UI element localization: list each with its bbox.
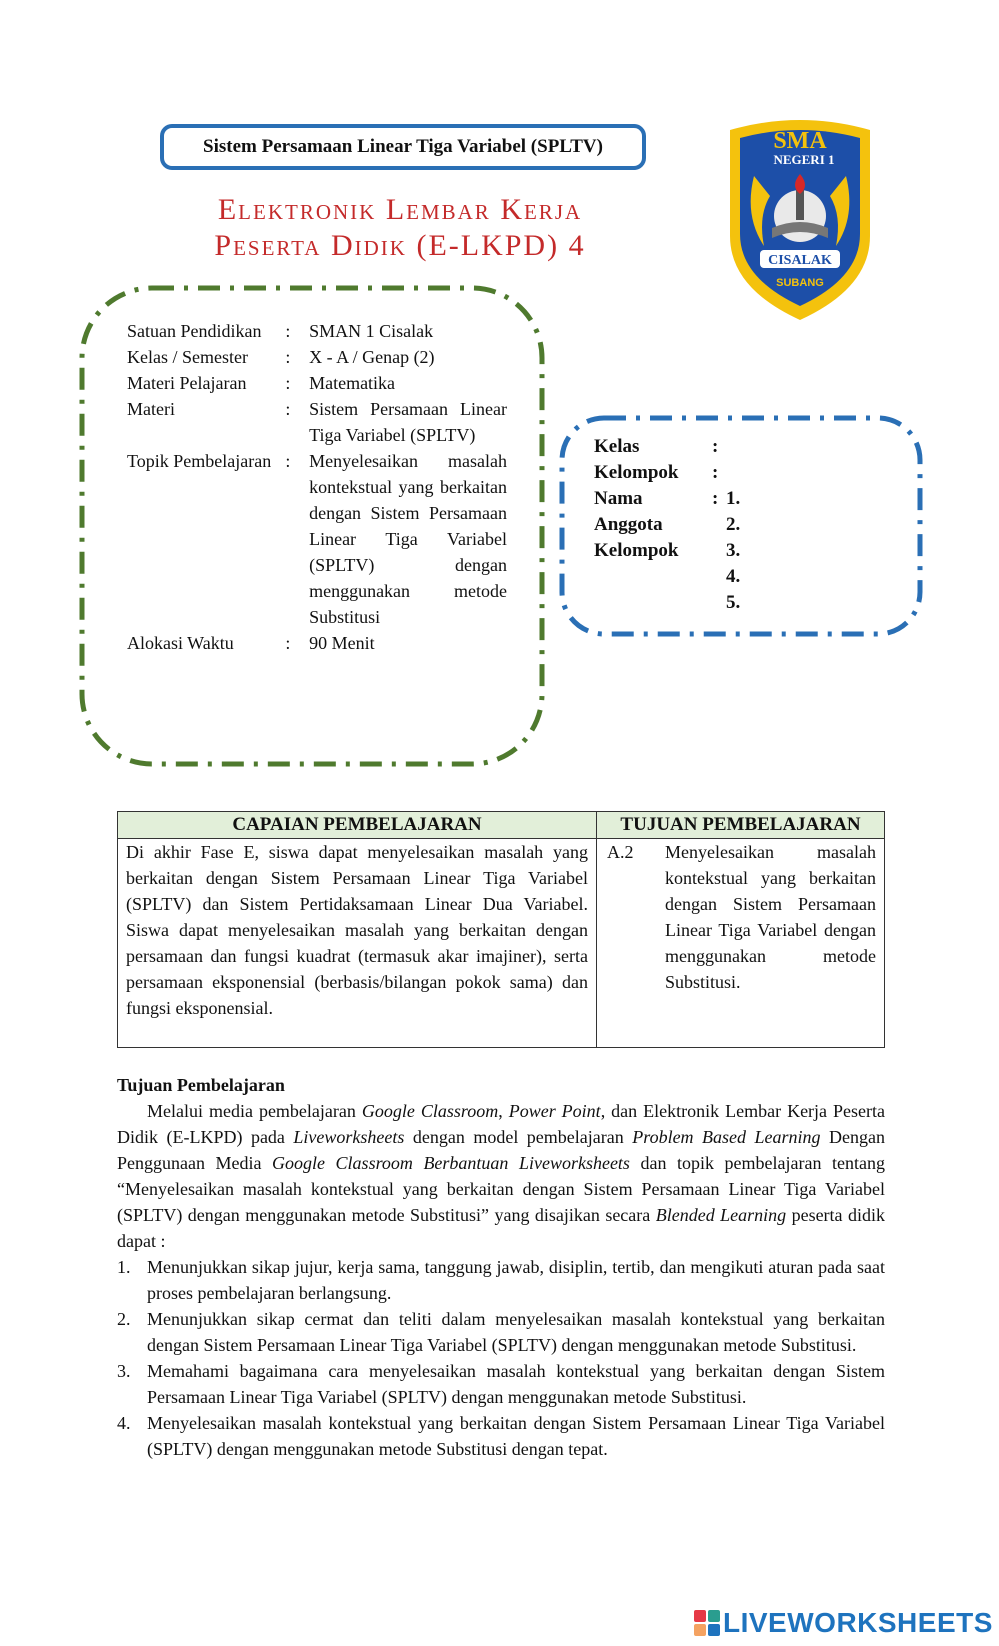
info-colon: : [285, 633, 291, 653]
member-2[interactable]: 2. [726, 514, 741, 535]
group-identity [594, 434, 766, 616]
group-colon-blank [712, 564, 726, 590]
info-colon: : [285, 451, 291, 471]
tujuan-header: TUJUAN PEMBELAJARAN [597, 812, 885, 839]
info-label: Topik Pembelajaran [127, 451, 272, 471]
list-number: 1. [117, 1257, 131, 1277]
liveworksheets-brand[interactable] [694, 1608, 993, 1638]
list-text: Menunjukkan sikap cermat dan teliti dalam menyelesaikan masalah kontekstual yang berkaitan dengan Sistem Persamaan Linear Tiga Variabel (SPLTV) dengan menggunakan metode Substitusi. [147, 1309, 885, 1355]
group-colon: : [712, 436, 719, 457]
logo-text-negeri: NEGERI 1 [773, 152, 835, 167]
info-row [127, 370, 507, 396]
table-header-row [118, 812, 885, 839]
intro-paragraph [117, 1098, 885, 1254]
info-value: 90 Menit [309, 633, 375, 653]
group-colon-blank [712, 512, 726, 538]
group-row-member4 [594, 564, 766, 590]
group-row-kelas [594, 434, 766, 460]
tujuan-pembelajaran-section [117, 1072, 885, 1462]
brand-text: LIVEWORKSHEETS [723, 1607, 993, 1638]
intro-text: dengan model pembelajaran [404, 1127, 633, 1147]
list-item [117, 1410, 885, 1462]
anggota-kelompok-label: Kelompok [594, 540, 679, 561]
section-heading: Tujuan Pembelajaran [117, 1075, 285, 1095]
info-label: Alokasi Waktu [127, 633, 234, 653]
liveworksheets-logo-icon [694, 1610, 720, 1636]
member-3[interactable]: 3. [726, 540, 741, 561]
list-number: 3. [117, 1361, 131, 1381]
info-value: Sistem Persamaan Linear Tiga Variabel (SPLTV) [309, 399, 507, 445]
kelompok-label: Kelompok [594, 462, 679, 483]
info-row [127, 344, 507, 370]
group-colon: : [712, 462, 719, 483]
intro-italic: Liveworksheets [293, 1127, 405, 1147]
info-colon: : [285, 373, 291, 393]
list-item [117, 1358, 885, 1410]
intro-italic: Blended Learning [655, 1205, 787, 1225]
info-row [127, 630, 507, 656]
list-item [117, 1306, 885, 1358]
info-colon: : [285, 347, 291, 367]
subject-text: Sistem Persamaan Linear Tiga Variabel (SPLTV) [203, 136, 603, 157]
intro-italic: Power Point [508, 1101, 601, 1121]
list-number: 2. [117, 1309, 131, 1329]
capaian-tujuan-table [117, 811, 885, 1048]
group-row-nama [594, 486, 766, 512]
info-colon: : [285, 399, 291, 419]
group-row-member5 [594, 590, 766, 616]
group-row-kelompok [594, 460, 766, 486]
spacer [594, 590, 712, 616]
list-number: 4. [117, 1413, 131, 1433]
tujuan-list [117, 1254, 885, 1462]
info-label: Satuan Pendidikan [127, 321, 262, 341]
title-line-2: Peserta Didik (E-LKPD) 4 [214, 229, 586, 262]
tujuan-text: Menyelesaikan masalah kontekstual yang berkaitan dengan Sistem Persamaan Linear Tiga Variabel dengan menggunakan metode Substitusi. [665, 842, 876, 992]
info-label: Kelas / Semester [127, 347, 248, 367]
intro-text: Melalui media pembelajaran [147, 1101, 362, 1121]
info-row [127, 448, 507, 630]
intro-text: Dengan Penggunaan Media [117, 1127, 885, 1173]
tujuan-item [607, 839, 876, 995]
info-label: Materi [127, 399, 175, 419]
list-item [117, 1254, 885, 1306]
intro-italic: Google Classroom [361, 1101, 499, 1121]
info-row [127, 318, 507, 344]
intro-text: , [498, 1101, 509, 1121]
title-line-1: Elektronik Lembar Kerja [217, 193, 583, 226]
capaian-header: CAPAIAN PEMBELAJARAN [118, 812, 597, 839]
intro-text: dan topik pembelajaran tentang “Menyelesaikan masalah kontekstual yang berkaitan dengan Sistem Persamaan Linear Tiga Variabel (SPLTV) dengan menggunakan metode Substitusi” yang disajikan secara [117, 1153, 886, 1225]
kelas-value[interactable] [726, 434, 766, 460]
group-colon-blank [712, 538, 726, 564]
group-row-kelompok2 [594, 538, 766, 564]
anggota-label: Anggota [594, 514, 663, 535]
tujuan-cell [597, 839, 885, 1048]
list-text: Menyelesaikan masalah kontekstual yang berkaitan dengan Sistem Persamaan Linear Tiga Variabel (SPLTV) dengan menggunakan metode Substitusi dengan tepat. [147, 1413, 885, 1459]
member-4[interactable]: 4. [726, 566, 741, 587]
tujuan-code: A.2 [607, 842, 634, 862]
group-colon: : [712, 488, 719, 509]
intro-italic: Google Classroom Berbantuan Liveworksheets [272, 1153, 630, 1173]
spacer [594, 564, 712, 590]
info-value: Matematika [309, 373, 396, 393]
group-row-anggota [594, 512, 766, 538]
nama-label: Nama [594, 488, 643, 509]
info-value: X - A / Genap (2) [309, 347, 435, 367]
capaian-cell: Di akhir Fase E, siswa dapat menyelesaikan masalah yang berkaitan dengan Sistem Persamaan Linear Tiga Variabel (SPLTV) dan Sistem Pertidaksamaan Linear Dua Variabel. Siswa dapat menyelesaikan masalah yang berkaitan dengan persamaan dan fungsi kuadrat (termasuk akar imajiner), serta persamaan eksponensial (berbasis/bilangan pokok sama) dan fungsi eksponensial. [118, 839, 597, 1048]
list-text: Memahami bagaimana cara menyelesaikan masalah kontekstual yang berkaitan dengan Sistem Persamaan Linear Tiga Variabel (SPLTV) dengan menggunakan metode Substitusi. [147, 1361, 885, 1407]
info-value: SMAN 1 Cisalak [309, 321, 434, 341]
logo-text-sma: SMA [773, 128, 827, 154]
table-row [118, 839, 885, 1048]
kelas-label: Kelas [594, 436, 640, 457]
intro-italic: Problem Based Learning [632, 1127, 821, 1147]
info-row [127, 396, 507, 448]
info-colon: : [285, 321, 291, 341]
info-value: Menyelesaikan masalah kontekstual yang berkaitan dengan Sistem Persamaan Linear Tiga Variabel (SPLTV) dengan menggunakan metode Substitusi [309, 451, 507, 627]
info-table [127, 318, 507, 656]
logo-text-cisalak: CISALAK [768, 253, 832, 268]
intro-text: , dan Elektronik Lembar Kerja Peserta Didik (E-LKPD) pada [117, 1101, 886, 1147]
info-label: Materi Pelajaran [127, 373, 247, 393]
member-5[interactable]: 5. [726, 592, 741, 613]
logo-text-subang: SUBANG [776, 277, 824, 289]
kelompok-value[interactable] [726, 460, 766, 486]
member-1[interactable]: 1. [726, 488, 741, 509]
intro-text: peserta didik dapat : [117, 1205, 885, 1251]
group-colon-blank [712, 590, 726, 616]
list-text: Menunjukkan sikap jujur, kerja sama, tanggung jawab, disiplin, tertib, dan mengikuti aturan pada saat proses pembelajaran berlangsung. [147, 1257, 885, 1303]
